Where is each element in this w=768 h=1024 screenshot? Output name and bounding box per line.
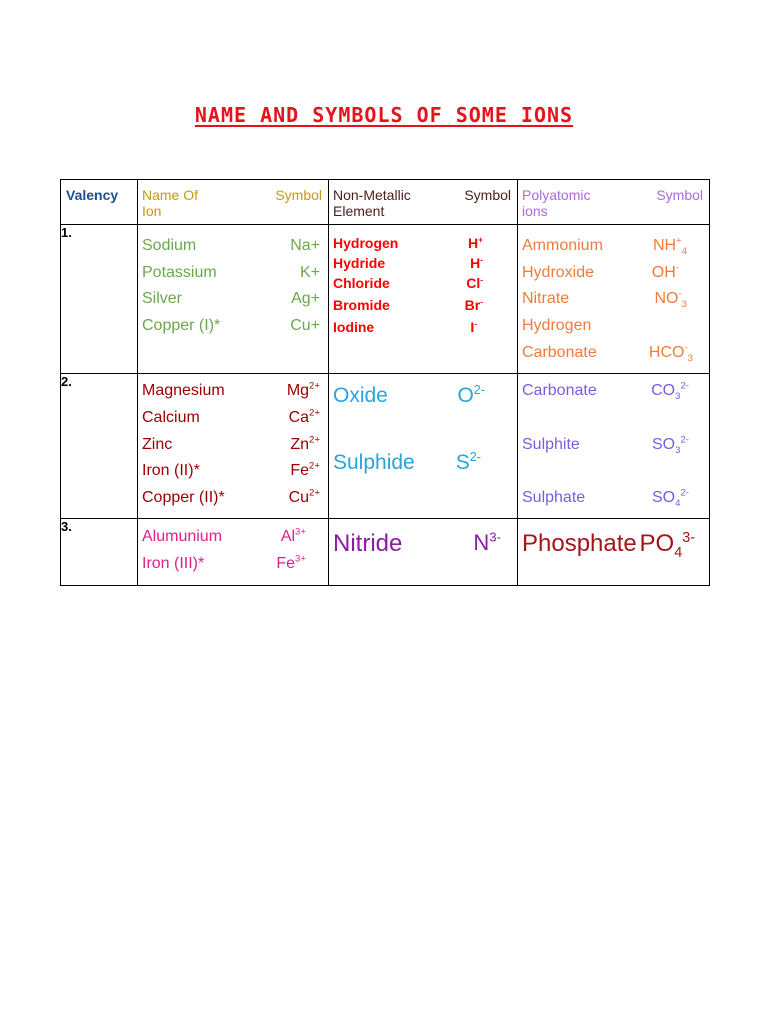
metal-symbol: Ca <box>288 409 310 426</box>
page-title: NAME AND SYMBOLS OF SOME IONS <box>194 103 574 127</box>
metal-name: Zinc <box>142 436 173 453</box>
metal-name: Iron (II)* <box>142 462 200 479</box>
poly-name: Phosphate <box>522 530 637 557</box>
table-row <box>61 225 710 374</box>
charge: 2+ <box>309 487 320 499</box>
polyatomic-header: Polyatomic ions <box>522 187 591 219</box>
metal-name: Sodium <box>142 237 197 254</box>
valency-cell: 3. <box>61 519 138 586</box>
nonmetal-symbol: O <box>457 384 474 407</box>
valency-cell: 2. <box>61 374 138 519</box>
charge: 2- <box>680 434 689 446</box>
charge: - <box>675 262 679 274</box>
charge: 2- <box>680 487 689 499</box>
nonmetal-name: Bromide <box>333 297 390 313</box>
metal-symbol: Cu <box>288 489 310 506</box>
metal-cell <box>138 374 329 519</box>
charge: - <box>678 288 682 300</box>
nonmetal-cell <box>329 374 518 519</box>
nonmetal-cell <box>329 225 518 374</box>
metal-name: Alumunium <box>142 528 223 545</box>
charge: 2- <box>473 383 485 397</box>
metal-name: Iron (III)* <box>142 555 205 572</box>
subscript: 3 <box>675 391 681 403</box>
metal-header-cell <box>138 180 329 225</box>
poly-symbol: NH <box>652 237 677 254</box>
poly-symbol: NO <box>654 290 679 307</box>
metal-cell <box>138 225 329 374</box>
ions-table <box>60 179 710 586</box>
poly-name: Ammonium <box>522 237 603 254</box>
nonmetal-symbol: Cl <box>466 275 481 291</box>
valency-header: Valency <box>66 187 119 203</box>
metal-symbol-header: Symbol <box>275 187 322 203</box>
metal-symbol: Fe <box>290 462 310 479</box>
charge: - <box>684 342 688 354</box>
poly-symbol: HCO <box>648 344 685 361</box>
charge: 2- <box>469 450 481 464</box>
metal-symbol: Mg <box>286 382 310 399</box>
subscript: 4 <box>675 498 681 510</box>
subscript: 3 <box>687 353 693 365</box>
poly-name: Carbonate <box>522 344 597 361</box>
metal-symbol: Fe <box>276 555 296 572</box>
subscript: 4 <box>681 246 687 258</box>
charge: 2+ <box>309 460 320 472</box>
nonmetal-symbol: Br <box>464 297 481 313</box>
table-row <box>61 374 710 519</box>
poly-symbol: SO <box>652 489 676 506</box>
charge: - <box>474 318 477 329</box>
nonmetal-name: Oxide <box>333 384 388 407</box>
poly-cell <box>518 374 710 519</box>
nonmetal-symbol: I <box>470 319 475 335</box>
metal-symbol: Cu+ <box>290 317 320 334</box>
poly-symbol: PO <box>639 530 675 557</box>
metal-symbol: Na+ <box>290 237 320 254</box>
nonmetal-name: Sulphide <box>333 451 415 474</box>
nonmetal-symbol: H <box>470 255 481 271</box>
nonmetal-header: Non-Metallic Element <box>333 187 411 219</box>
nonmetal-name: Nitride <box>333 530 403 557</box>
nonmetal-name: Iodine <box>333 319 375 335</box>
charge: 3+ <box>295 526 306 538</box>
poly-name: Nitrate <box>522 290 570 307</box>
metal-name: Calcium <box>142 409 200 426</box>
subscript: 3 <box>675 445 681 457</box>
header-row <box>61 180 710 225</box>
metal-symbol: K+ <box>299 264 320 281</box>
poly-symbol: OH <box>651 264 676 281</box>
subscript: 3 <box>681 299 687 311</box>
charge: 3- <box>682 530 695 546</box>
poly-symbol-header: Symbol <box>656 187 703 203</box>
metal-symbol: Zn <box>290 436 310 453</box>
nonmetal-symbol: S <box>455 451 470 474</box>
charge: 2- <box>680 380 689 392</box>
poly-name: Hydroxide <box>522 264 595 281</box>
charge: - <box>480 274 483 285</box>
valency-header-cell <box>61 180 138 225</box>
nonmetal-symbol: N <box>473 530 490 555</box>
metal-name: Magnesium <box>142 382 225 399</box>
poly-cell <box>518 519 710 586</box>
metal-name: Copper (I)* <box>142 317 221 334</box>
charge: 3+ <box>295 553 306 565</box>
nonmetal-header-cell <box>329 180 518 225</box>
poly-name: Sulphite <box>522 436 580 453</box>
charge: - <box>480 254 483 265</box>
metal-symbol: Al <box>280 528 296 545</box>
nonmetal-symbol-header: Symbol <box>464 187 511 203</box>
nonmetal-name: Hydrogen <box>333 235 399 251</box>
metal-name: Potassium <box>142 264 217 281</box>
metal-name: Silver <box>142 290 183 307</box>
nonmetal-cell <box>329 519 518 586</box>
metal-cell <box>138 519 329 586</box>
charge: 2+ <box>309 380 320 392</box>
valency-cell: 1. <box>61 225 138 374</box>
charge: + <box>676 235 682 247</box>
poly-name: Sulphate <box>522 489 586 506</box>
metal-symbol: Ag+ <box>291 290 320 307</box>
charge: 2+ <box>309 407 320 419</box>
poly-symbol: SO <box>652 436 676 453</box>
table-row <box>61 519 710 586</box>
charge: 3- <box>489 529 501 545</box>
poly-cell <box>518 225 710 374</box>
charge: + <box>478 234 483 245</box>
poly-name: Carbonate <box>522 382 597 399</box>
nonmetal-name: Chloride <box>333 275 390 291</box>
metal-name: Copper (II)* <box>142 489 225 506</box>
charge: 2+ <box>309 434 320 446</box>
poly-symbol: CO <box>651 382 676 399</box>
charge: - <box>480 296 483 307</box>
nonmetal-name: Hydride <box>333 255 386 271</box>
poly-name: Hydrogen <box>522 317 592 334</box>
name-of-ion-header: Name Of Ion <box>142 187 199 219</box>
subscript: 4 <box>674 544 683 561</box>
poly-header-cell <box>518 180 710 225</box>
nonmetal-symbol: H <box>467 235 479 251</box>
